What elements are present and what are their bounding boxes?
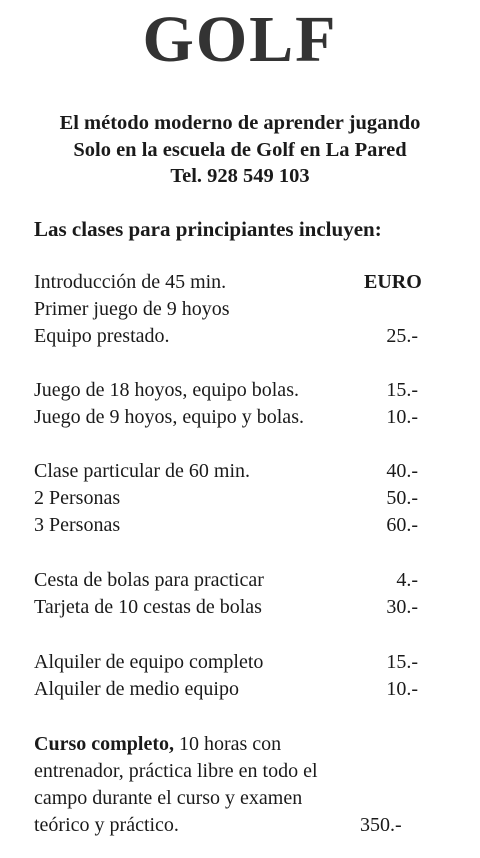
item-label: 2 Personas xyxy=(34,487,121,509)
item-price: 30.- xyxy=(386,596,418,618)
item-price: 40.- xyxy=(386,460,418,482)
item-price: 4.- xyxy=(396,569,418,591)
page-title: GOLF xyxy=(142,3,338,76)
item-label: Clase particular de 60 min. xyxy=(34,460,251,482)
item-label: Equipo prestado. xyxy=(34,325,170,347)
currency-label: EURO xyxy=(364,271,422,293)
subtitle-line-school: Solo en la escuela de Golf en La Pared xyxy=(73,139,407,161)
item-price: 25.- xyxy=(386,325,418,347)
item-label: Juego de 18 hoyos, equipo bolas. xyxy=(34,379,299,401)
subtitle-line-method: El método moderno de aprender jugando xyxy=(59,112,421,134)
item-label: 3 Personas xyxy=(34,514,121,536)
course-description xyxy=(34,731,354,839)
item-price: 15.- xyxy=(386,379,418,401)
course-price: 350.- xyxy=(360,814,402,836)
item-price: 15.- xyxy=(386,651,418,673)
item-label: Alquiler de equipo completo xyxy=(34,651,264,673)
item-price: 60.- xyxy=(386,514,418,536)
item-label: Alquiler de medio equipo xyxy=(34,678,239,700)
course-text: 10 horas con entrenador, práctica libre en todo el campo durante el curso y examen teórico y práctico. xyxy=(34,733,318,836)
item-label: Primer juego de 9 hoyos xyxy=(34,298,230,320)
item-label: Juego de 9 hoyos, equipo y bolas. xyxy=(34,406,304,428)
section-heading: Las clases para principiantes incluyen: xyxy=(34,217,382,241)
item-price: 10.- xyxy=(386,678,418,700)
item-label: Tarjeta de 10 cestas de bolas xyxy=(34,596,262,618)
subtitle-line-phone: Tel. 928 549 103 xyxy=(170,165,310,187)
item-label: Cesta de bolas para practicar xyxy=(34,569,264,591)
item-price: 10.- xyxy=(386,406,418,428)
item-price: 50.- xyxy=(386,487,418,509)
course-title: Curso completo, xyxy=(34,733,174,755)
item-label: Introducción de 45 min. xyxy=(34,271,227,293)
